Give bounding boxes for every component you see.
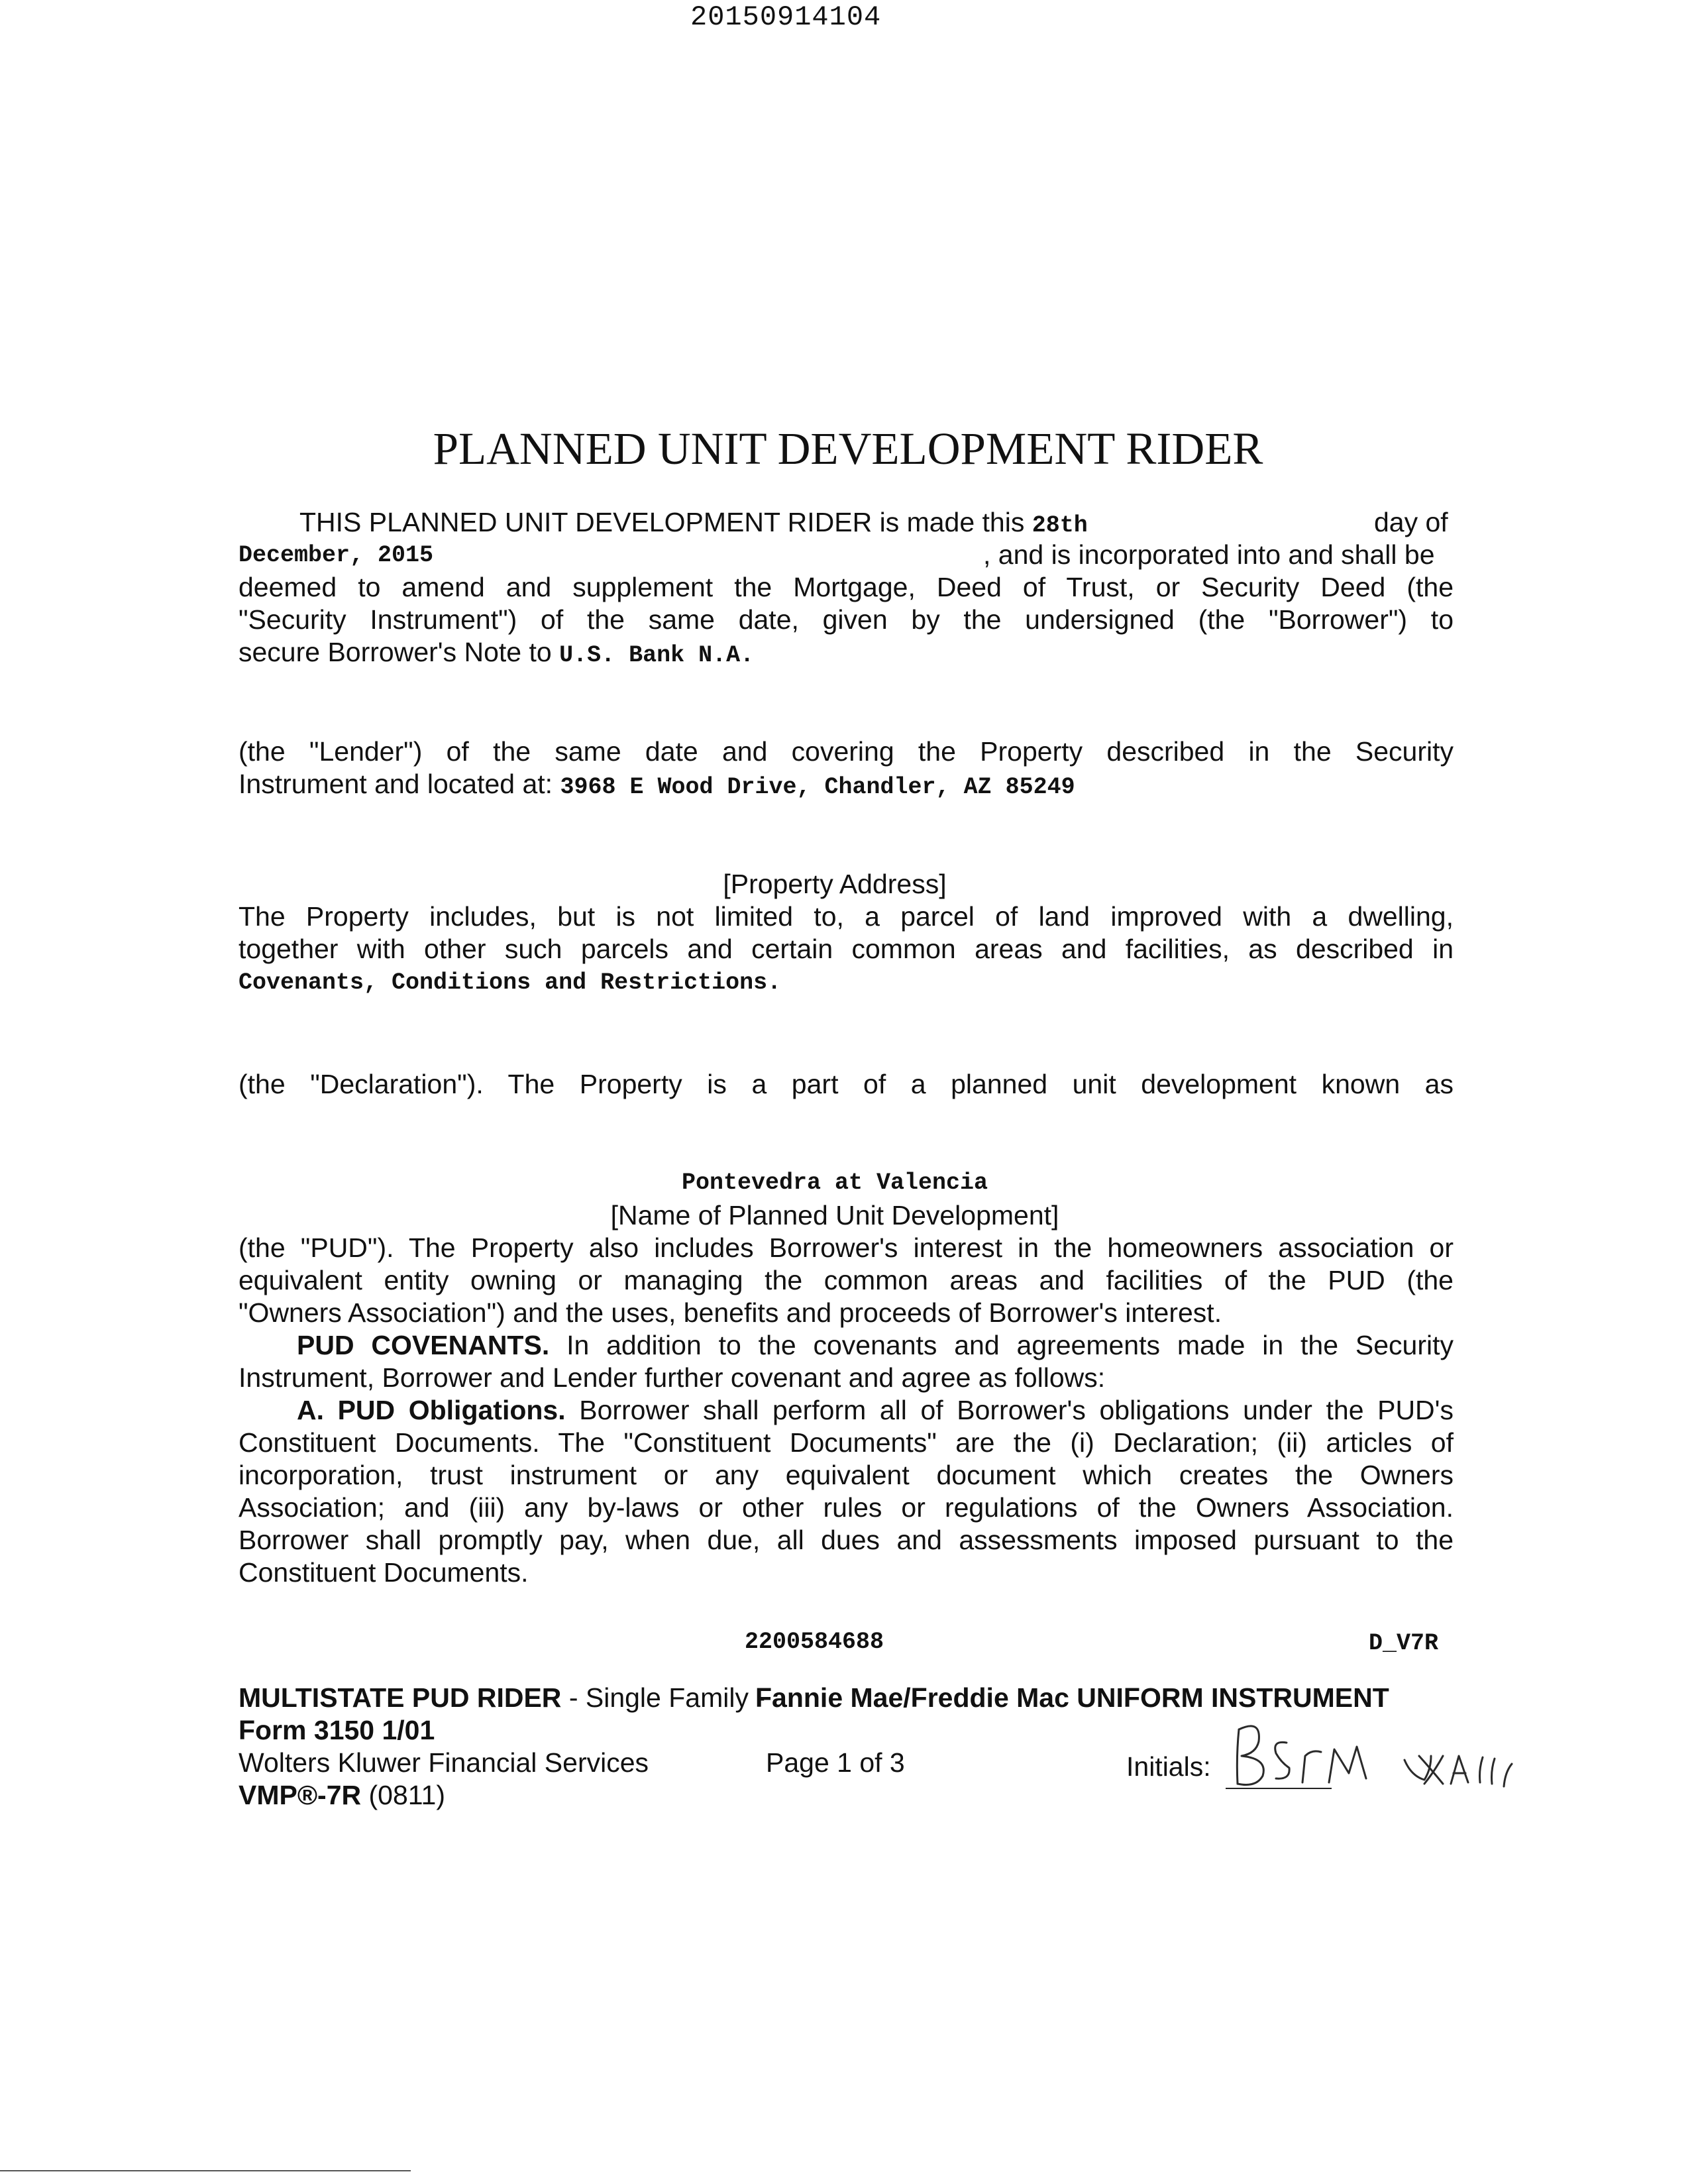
pud-name-caption: [Name of Planned Unit Development] [610, 1200, 1059, 1230]
covenants-line-2: Instrument, Borrower and Lender further covenant and agree as follows: [238, 1362, 1106, 1393]
pud-line-1: (the "PUD"). The Property also includes Borrower's interest in the homeowners association or [238, 1232, 1454, 1263]
section-a-line-1-rest: Borrower shall perform all of Borrower's obligations under the PUD's [579, 1395, 1454, 1425]
vmp-line [238, 1779, 445, 1812]
pud-line-3: "Owners Association") and the uses, benefits and proceeds of Borrower's interest. [238, 1297, 1222, 1328]
initials-label: Initials: [1126, 1751, 1211, 1782]
form-number: Form 3150 1/01 [238, 1715, 435, 1745]
lender-value: U.S. Bank N.A. [559, 642, 755, 669]
section-a-line-3: incorporation, trust instrument or any equivalent document which creates the Owners [238, 1460, 1454, 1490]
pud-name-value: Pontevedra at Valencia [681, 1170, 988, 1196]
property-address-value: 3968 E Wood Drive, Chandler, AZ 85249 [560, 774, 1075, 800]
property-line-2: together with other such parcels and certain common areas and facilities, as described in [238, 934, 1454, 964]
page-label: Page 1 of 3 [766, 1747, 905, 1778]
covenants-line-1-rest: In addition to the covenants and agreements made in the Security [566, 1330, 1454, 1360]
handwritten-initials [1212, 1710, 1524, 1802]
multistate-heading: MULTISTATE PUD RIDER [238, 1682, 562, 1713]
section-a-line-2: Constituent Documents. The "Constituent Documents" are the (i) Declaration; (ii) articles of [238, 1427, 1454, 1458]
pud-line-2: equivalent entity owning or managing the common areas and facilities of the PUD (the [238, 1265, 1454, 1295]
intro-line-5 [238, 636, 754, 672]
intro-prefix: THIS PLANNED UNIT DEVELOPMENT RIDER is made this [299, 507, 1025, 537]
intro-line-1 [299, 506, 1088, 542]
multistate-rest: - Single Family - [568, 1682, 765, 1713]
intro-line-5-prefix: secure Borrower's Note to [238, 637, 552, 667]
section-a-heading: A. PUD Obligations. [297, 1395, 566, 1425]
declaration-value: Covenants, Conditions and Restrictions. [238, 969, 782, 996]
day-value: 28th [1032, 512, 1088, 539]
lender-line-2-prefix: Instrument and located at: [238, 769, 553, 799]
covenants-heading: PUD COVENANTS. [297, 1330, 550, 1360]
section-a-line-5: Borrower shall promptly pay, when due, all dues and assessments imposed pursuant to the [238, 1525, 1454, 1555]
intro-day-of: day of [1374, 507, 1448, 537]
lender-line-1: (the "Lender") of the same date and covering the Property described in the Security [238, 736, 1454, 767]
form-code: D_V7R [1369, 1630, 1439, 1657]
property-line-1: The Property includes, but is not limited to, a parcel of land improved with a dwelling, [238, 901, 1454, 932]
loan-number: 2200584688 [745, 1629, 884, 1655]
declaration-line: (the "Declaration"). The Property is a part of a planned unit development known as [238, 1069, 1454, 1099]
covenants-line-1 [297, 1329, 1454, 1362]
property-address-caption: [Property Address] [723, 869, 947, 899]
publisher: Wolters Kluwer Financial Services [238, 1747, 649, 1778]
intro-line-4: "Security Instrument") of the same date, given by the undersigned (the "Borrower") to [238, 604, 1454, 635]
uniform-instrument: Fannie Mae/Freddie Mac UNIFORM INSTRUMENT [755, 1682, 1389, 1713]
footer-line-1 [238, 1682, 765, 1714]
section-a-line-6: Constituent Documents. [238, 1557, 529, 1588]
vmp-code: VMP®-7R [238, 1780, 362, 1810]
month-year-value: December, 2015 [238, 542, 434, 569]
bottom-divider [0, 2170, 411, 2171]
document-number: 20150914104 [690, 1, 882, 33]
section-a-line-1 [297, 1394, 1454, 1427]
document-title: PLANNED UNIT DEVELOPMENT RIDER [433, 423, 1263, 474]
vmp-version: (0811) [368, 1780, 446, 1810]
intro-line-2-rest: , and is incorporated into and shall be [983, 539, 1435, 570]
section-a-line-4: Association; and (iii) any by-laws or other rules or regulations of the Owners Association. [238, 1492, 1454, 1523]
lender-line-2 [238, 768, 1075, 804]
intro-line-3: deemed to amend and supplement the Mortgage, Deed of Trust, or Security Deed (the [238, 572, 1454, 602]
